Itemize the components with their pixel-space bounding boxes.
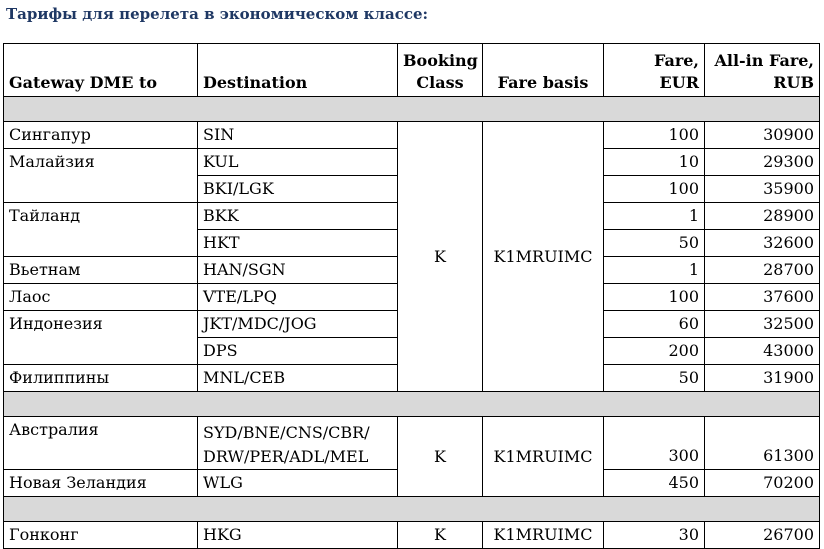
booking-class-cell: K (398, 417, 483, 497)
destination-line1: SYD/BNE/CNS/CBR/ (203, 423, 370, 442)
allin-cell: 70200 (705, 470, 820, 497)
header-allin-rub (705, 44, 820, 97)
header-allin-line1: All-in Fare, (714, 51, 814, 70)
fare-cell: 10 (604, 149, 705, 176)
header-booking-class (398, 44, 483, 97)
allin-cell: 37600 (705, 284, 820, 311)
fare-cell: 100 (604, 284, 705, 311)
header-booking-line1: Booking (403, 51, 478, 70)
allin-cell: 28700 (705, 257, 820, 284)
destination-cell: SIN (198, 122, 398, 149)
destination-line2: DRW/PER/ADL/MEL (203, 447, 369, 466)
country-cell: Малайзия (4, 149, 198, 203)
destination-cell: HAN/SGN (198, 257, 398, 284)
fare-cell: 100 (604, 122, 705, 149)
allin-cell: 43000 (705, 338, 820, 365)
fare-cell: 300 (604, 417, 705, 470)
fares-table (3, 43, 820, 549)
fare-cell: 30 (604, 522, 705, 549)
header-fare-line2: EUR (659, 73, 699, 92)
allin-cell: 31900 (705, 365, 820, 392)
destination-cell: MNL/CEB (198, 365, 398, 392)
header-destination: Destination (198, 44, 398, 97)
header-fare-eur (604, 44, 705, 97)
header-allin-line2: RUB (773, 73, 814, 92)
header-fare-basis: Fare basis (483, 44, 604, 97)
fare-cell: 200 (604, 338, 705, 365)
fare-cell: 1 (604, 257, 705, 284)
country-cell: Вьетнам (4, 257, 198, 284)
allin-cell: 32600 (705, 230, 820, 257)
separator-row (4, 392, 820, 417)
destination-cell (198, 417, 398, 470)
destination-cell: DPS (198, 338, 398, 365)
fare-cell: 100 (604, 176, 705, 203)
destination-cell: VTE/LPQ (198, 284, 398, 311)
fare-basis-cell: K1MRUIMC (483, 417, 604, 497)
table-row (4, 122, 820, 149)
country-cell: Гонконг (4, 522, 198, 549)
country-cell: Австралия (4, 417, 198, 470)
table-row (4, 522, 820, 549)
fare-basis-cell: K1MRUIMC (483, 122, 604, 392)
destination-cell: HKG (198, 522, 398, 549)
header-row (4, 44, 820, 97)
country-cell: Индонезия (4, 311, 198, 365)
country-cell: Филиппины (4, 365, 198, 392)
destination-cell: BKK (198, 203, 398, 230)
separator-row (4, 497, 820, 522)
fare-basis-cell: K1MRUIMC (483, 522, 604, 549)
destination-cell: HKT (198, 230, 398, 257)
destination-cell: KUL (198, 149, 398, 176)
allin-cell: 35900 (705, 176, 820, 203)
header-gateway: Gateway DME to (4, 44, 198, 97)
destination-cell: JKT/MDC/JOG (198, 311, 398, 338)
table-row (4, 417, 820, 470)
separator-row (4, 97, 820, 122)
allin-cell: 29300 (705, 149, 820, 176)
allin-cell: 32500 (705, 311, 820, 338)
fare-cell: 60 (604, 311, 705, 338)
fare-cell: 1 (604, 203, 705, 230)
country-cell: Сингапур (4, 122, 198, 149)
allin-cell: 26700 (705, 522, 820, 549)
destination-cell: BKI/LGK (198, 176, 398, 203)
header-fare-line1: Fare, (653, 51, 699, 70)
country-cell: Новая Зеландия (4, 470, 198, 497)
header-booking-line2: Class (416, 73, 464, 92)
country-cell: Тайланд (4, 203, 198, 257)
allin-cell: 28900 (705, 203, 820, 230)
booking-class-cell: K (398, 522, 483, 549)
allin-cell: 61300 (705, 417, 820, 470)
page-title: Тарифы для перелета в экономическом классе: (6, 5, 429, 23)
booking-class-cell: K (398, 122, 483, 392)
fare-cell: 50 (604, 230, 705, 257)
fare-cell: 50 (604, 365, 705, 392)
fare-cell: 450 (604, 470, 705, 497)
country-cell: Лаос (4, 284, 198, 311)
destination-cell: WLG (198, 470, 398, 497)
allin-cell: 30900 (705, 122, 820, 149)
